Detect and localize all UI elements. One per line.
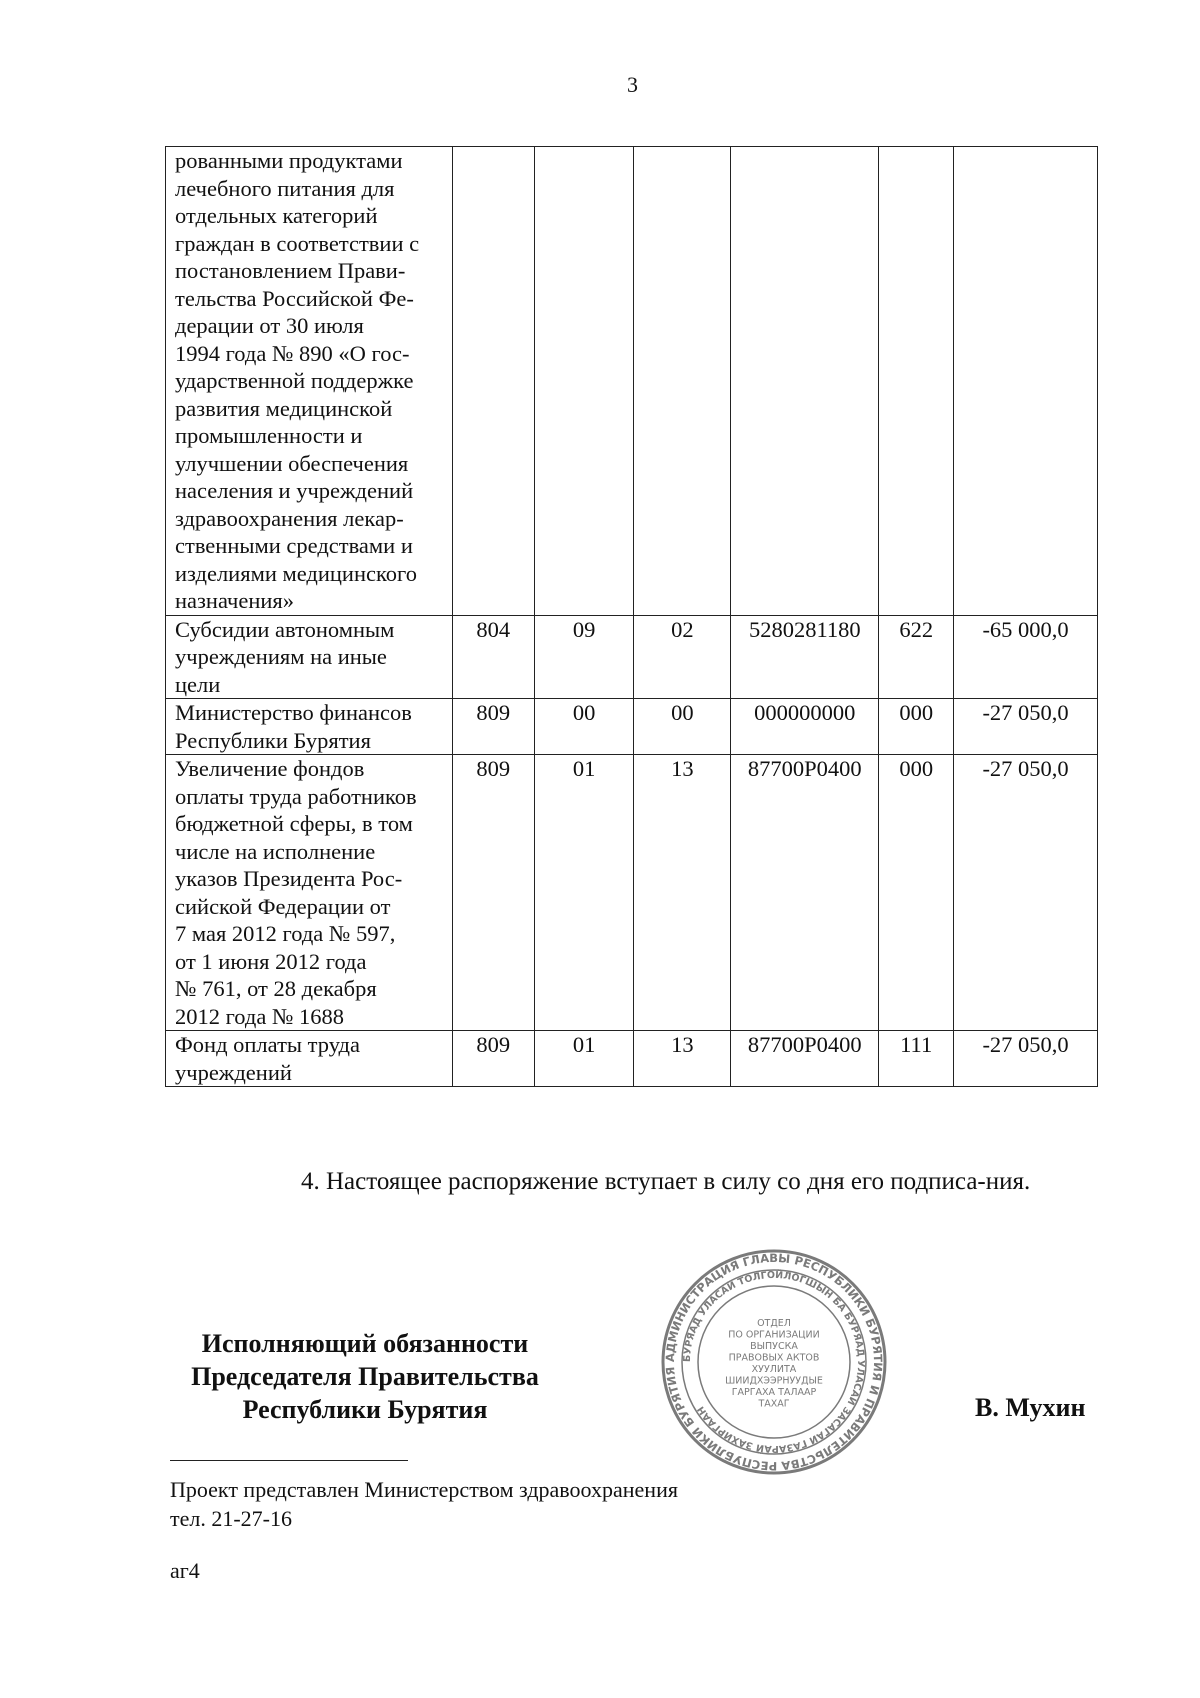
stamp-center-line: ТАХАГ bbox=[758, 1398, 790, 1410]
cell-grbs: 809 bbox=[452, 755, 534, 1031]
budget-table-body bbox=[166, 147, 1098, 1087]
cell-pr: 13 bbox=[634, 1031, 731, 1087]
cell-rz: 00 bbox=[534, 699, 634, 755]
cell-vr: 111 bbox=[879, 1031, 954, 1087]
cell-sum: -65 000,0 bbox=[954, 615, 1098, 699]
cell-name: рованными продуктами лечебного питания для отдельных категорий граждан в соответствии с постановлением Прави- тельства Российской Фе- дерации от 30 июля 1994 года № 890 «О гос- ударственной поддержке развития медицинской промышленности и улучшении обеспечения населения и учреждений здравоохранения лекар- ственными средствами и изделиями медицинского назначения» bbox=[166, 147, 453, 616]
stamp-center-line: ПРАВОВЫХ АКТОВ bbox=[728, 1352, 820, 1364]
cell-name: Фонд оплаты труда учреждений bbox=[166, 1031, 453, 1087]
cell-name: Субсидии автономным учреждениям на иные цели bbox=[166, 615, 453, 699]
signatory-title-line1: Исполняющий обязанности bbox=[201, 1329, 529, 1358]
stamp-center-line: ХУУЛИТА bbox=[751, 1363, 797, 1375]
stamp-center-line: ПО ОРГАНИЗАЦИИ bbox=[728, 1329, 820, 1341]
cell-sum bbox=[954, 147, 1098, 616]
cell-grbs: 809 bbox=[452, 1031, 534, 1087]
cell-pr bbox=[634, 147, 731, 616]
cell-pr: 13 bbox=[634, 755, 731, 1031]
cell-vr: 622 bbox=[879, 615, 954, 699]
project-note-line1: Проект представлен Министерством здравоохранения bbox=[170, 1477, 678, 1502]
stamp-center-text bbox=[725, 1318, 823, 1410]
signatory-name: В. Мухин bbox=[975, 1393, 1086, 1422]
cell-cs: 5280281180 bbox=[731, 615, 879, 699]
stamp-outer-text: АДМИНИСТРАЦИЯ ГЛАВЫ РЕСПУБЛИКИ БУРЯТИЯ И ПРАВИТЕЛЬСТВА РЕСПУБЛИКИ БУРЯТИЯ bbox=[662, 1250, 886, 1474]
table-row bbox=[166, 699, 1098, 755]
cell-rz bbox=[534, 147, 634, 616]
document-code: аг4 bbox=[170, 1558, 200, 1583]
project-note-phone: тел. 21-27-16 bbox=[170, 1506, 293, 1531]
cell-name: Министерство финансов Республики Бурятия bbox=[166, 699, 453, 755]
cell-name: Увеличение фондов оплаты труда работников бюджетной сферы, в том числе на исполнение указов Президента Рос- сийской Федерации от 7 мая 2012 года № 597, от 1 июня 2012 года № 761, от 28 декабря 2012 года № 1688 bbox=[166, 755, 453, 1031]
table-row bbox=[166, 147, 1098, 616]
signatory-title-line3: Республики Бурятия bbox=[242, 1395, 488, 1424]
cell-cs: 000000000 bbox=[731, 699, 879, 755]
signatory-title bbox=[170, 1327, 560, 1426]
effective-clause bbox=[214, 1165, 1092, 1198]
cell-vr bbox=[879, 147, 954, 616]
signatory-title-line2: Председателя Правительства bbox=[191, 1362, 539, 1391]
cell-vr: 000 bbox=[879, 755, 954, 1031]
cell-vr: 000 bbox=[879, 699, 954, 755]
cell-rz: 01 bbox=[534, 755, 634, 1031]
stamp-center-line: ОТДЕЛ bbox=[757, 1317, 791, 1329]
cell-pr: 00 bbox=[634, 699, 731, 755]
cell-rz: 01 bbox=[534, 1031, 634, 1087]
stamp-inner-text: БУРЯАД УЛАСАЙ ТОЛГОЙЛОГШЫН БА БУРЯАД УЛАСАЙ ЗАСАГАЙ ГАЗАРАЙ ЗАХИРГААН bbox=[681, 1269, 867, 1455]
footnote-divider bbox=[170, 1460, 408, 1461]
page-number: 3 bbox=[627, 72, 638, 97]
cell-cs bbox=[731, 147, 879, 616]
table-row bbox=[166, 1031, 1098, 1087]
stamp-center-line: ГАРГАХА ТАЛААР bbox=[731, 1386, 817, 1398]
cell-rz: 09 bbox=[534, 615, 634, 699]
cell-sum: -27 050,0 bbox=[954, 1031, 1098, 1087]
cell-cs: 87700P0400 bbox=[731, 1031, 879, 1087]
cell-pr: 02 bbox=[634, 615, 731, 699]
table-row bbox=[166, 615, 1098, 699]
cell-sum: -27 050,0 bbox=[954, 755, 1098, 1031]
cell-grbs: 804 bbox=[452, 615, 534, 699]
cell-sum: -27 050,0 bbox=[954, 699, 1098, 755]
cell-grbs: 809 bbox=[452, 699, 534, 755]
official-stamp bbox=[660, 1248, 888, 1476]
clause-text: 4. Настоящее распоряжение вступает в силу со дня его подписа-ния. bbox=[301, 1168, 1031, 1195]
project-note bbox=[170, 1475, 678, 1533]
cell-cs: 87700P0400 bbox=[731, 755, 879, 1031]
budget-table bbox=[165, 146, 1098, 1087]
stamp-center-line: ШИИДХЭЭРНУУДЫЕ bbox=[725, 1375, 823, 1387]
table-row bbox=[166, 755, 1098, 1031]
stamp-center-line: ВЫПУСКА bbox=[750, 1340, 798, 1352]
cell-grbs bbox=[452, 147, 534, 616]
